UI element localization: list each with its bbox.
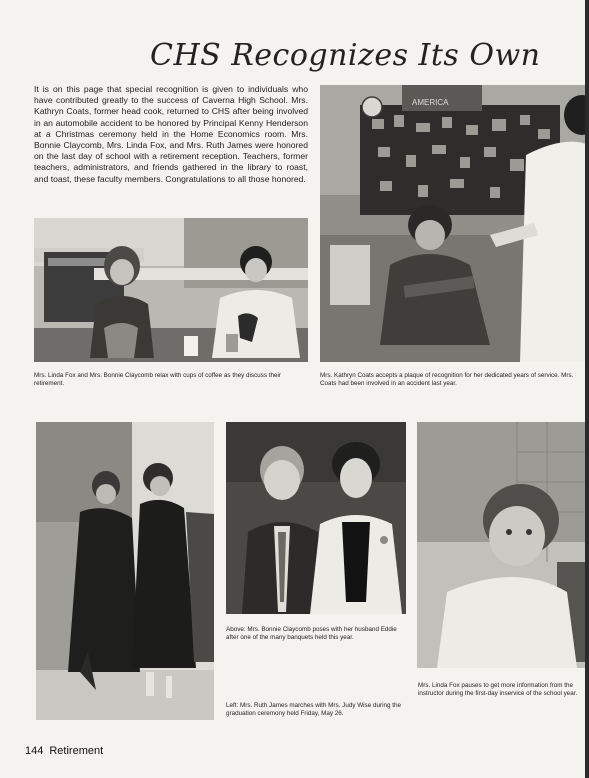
photo-instructor-inservice xyxy=(417,422,589,668)
caption-instructor: Mrs. Linda Fox pauses to get more information from the instructor during the first-day inservice of the school year. xyxy=(418,682,578,698)
page-edge-shadow xyxy=(585,0,589,778)
caption-graduation: Left: Mrs. Ruth James marches with Mrs. Judy Wise during the graduation ceremony held Friday, May 26. xyxy=(226,702,401,718)
caption-plaque: Mrs. Kathryn Coats accepts a plaque of recognition for her dedicated years of service. Mrs. Coats had been involved in an accident last year. xyxy=(320,372,574,388)
photo-plaque-recognition xyxy=(320,85,589,362)
photo-couple-banquet xyxy=(226,422,406,614)
caption-couple: Above: Mrs. Bonnie Claycomb poses with her husband Eddie after one of the many banquets held this year. xyxy=(226,626,397,642)
intro-paragraph: It is on this page that special recognition is given to individuals who have contributed greatly to the success of Caverna High School. Mrs. Kathryn Coats, former head cook, returned to CHS after being involved in an automobile accident to be honored by Principal Kenny Henderson at a Christmas ceremony held in the Home Economics room. Mrs. Bonnie Claycomb, Mrs. Linda Fox, and Mrs. Ruth James were honored on the last day of school with a retirement reception. Teachers, former teachers, administrators, and friends gathered in the library to roast, and toast, these faculty members. Congratulations to all those honored. xyxy=(34,84,308,184)
page-number: 144 xyxy=(25,745,44,757)
section-name: Retirement xyxy=(49,745,104,757)
photo-graduation-march xyxy=(36,422,214,720)
caption-coffee: Mrs. Linda Fox and Mrs. Bonnie Claycomb relax with cups of coffee as they discuss their retirement. xyxy=(34,372,281,388)
photo-coffee-retirement xyxy=(34,218,308,362)
page-folio xyxy=(25,745,103,757)
banner-sign-text: AMERICA xyxy=(412,98,449,107)
page-title: CHS Recognizes Its Own xyxy=(150,38,541,73)
